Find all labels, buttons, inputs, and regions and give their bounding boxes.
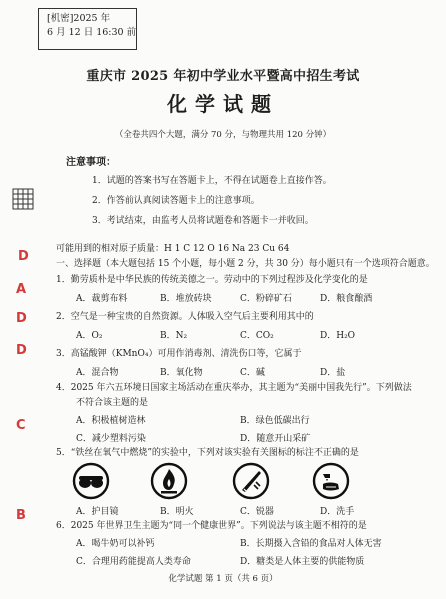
option: B．N₂ [160,331,188,341]
option: A．护目镜 [76,507,119,517]
option: A．喝牛奶可以补钙 [76,539,155,549]
question-stem-continued: 不符合该主题的是 [76,398,149,408]
option: C．粉碎矿石 [240,294,292,304]
note-item: 1．试题的答案书写在答题卡上，不得在试题卷上直接作答。 [92,176,332,186]
option: C．锐器 [240,507,274,517]
answer-mark: D [18,249,29,264]
atomic-masses: 可能用到的相对原子质量：H 1 C 12 O 16 Na 23 Cu 64 [56,244,290,254]
answer-mark: D [16,311,27,326]
question-stem: 5．“铁丝在氧气中燃烧”的实验中，下列对该实验有关图标的标注不正确的是 [56,448,359,458]
page-footer: 化学试题 第 1 页（共 6 页） [168,574,278,584]
option: C．减少塑料污染 [76,434,146,444]
notes-title: 注意事项： [66,157,116,168]
option: D．H₂O [320,331,356,341]
score-line: （全卷共四个大题，满分 70 分，与物理共用 120 分钟） [114,130,332,140]
open-flame-icon [150,462,188,500]
confidential-line-2: 6 月 12 日 16:30 前 [47,27,137,38]
confidential-label [38,8,137,50]
note-item: 2．作答前认真阅读答题卡上的注意事项。 [92,196,260,206]
question-stem: 3．高锰酸钾（KMnO₄）可用作消毒剂、清洗伤口等，它属于 [56,349,302,359]
section-heading: 一、选择题（本大题包括 15 个小题，每小题 2 分，共 30 分）每小题只有一个选项符合题意。 [56,259,435,269]
answer-mark: D [16,343,27,358]
question-stem: 1．勤劳质朴是中华民族的传统美德之一。劳动中的下列过程涉及化学变化的是 [56,275,368,285]
option: D．随意开山采矿 [240,434,311,444]
sharp-object-icon [232,462,270,500]
option: A．混合物 [76,368,119,378]
answer-mark: C [16,418,26,433]
question-stem: 4．2025 年六五环境日国家主场活动在重庆举办，其主题为“美丽中国我先行”。下列做法 [56,383,412,393]
confidential-line-1: [机密]2025 年 [47,13,111,24]
option: B．氧化物 [160,368,203,378]
answer-mark: A [16,282,27,297]
option: A．积极植树造林 [76,416,146,426]
option: C．CO₂ [240,331,274,341]
subject-title: 化学试题 [167,92,279,116]
option: D．粮食酿酒 [320,294,373,304]
option: C．合理用药能提高人类寿命 [76,557,191,567]
option: D．糖类是人体主要的供能物质 [240,557,365,567]
option: A．裁剪布料 [76,294,128,304]
option: C．碱 [240,368,265,378]
option: D．盐 [320,368,346,378]
question-stem: 6．2025 年世界卫生主题为“同一个健康世界”。下列说法与该主题不相符的是 [56,521,367,531]
goggles-icon [72,462,110,500]
option: B．绿色低碳出行 [240,416,310,426]
option: B．长期摄入含铅的食品对人体无害 [240,539,382,549]
question-stem: 2．空气是一种宝贵的自然资源。人体吸入空气后主要利用其中的 [56,312,314,322]
exam-title: 重庆市 2025 年初中学业水平暨高中招生考试 [86,69,360,84]
option: B．明火 [160,507,194,517]
option: D．洗手 [320,507,355,517]
option: A．O₂ [76,331,103,341]
wash-hands-icon [312,462,350,500]
note-item: 3．考试结束，由监考人员将试题卷和答题卡一并收回。 [92,216,314,226]
answer-mark: B [16,508,26,523]
option: B．堆放砖块 [160,294,212,304]
grid-icon [12,188,34,210]
